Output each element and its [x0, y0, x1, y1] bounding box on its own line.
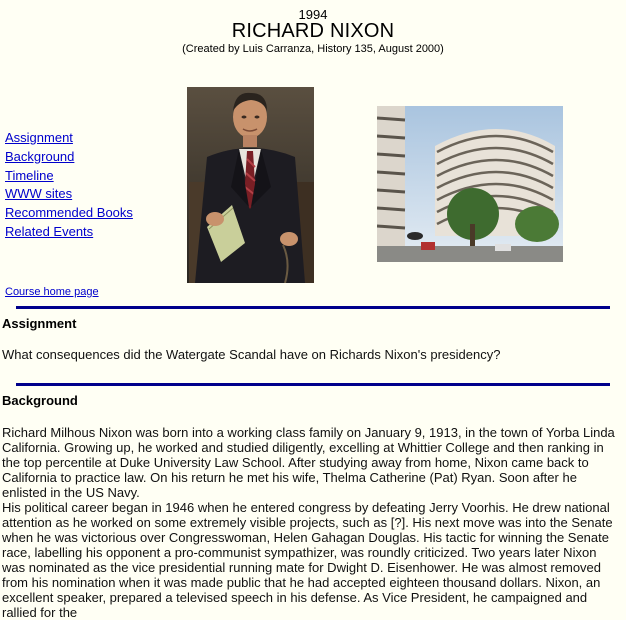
background-paragraph-1: Richard Milhous Nixon was born into a working class family on January 9, 1913, in the town of Yorba Linda California. Growing up, he worked and studied diligently, excelling at Whittier College and then ranking in the top percentile at Duke University Law School. After studying away from home, Nixon came back to California to practice law. On his return he met his wife, Thelma Catherine (Pat) Ryan. Soon after he enlisted in the US Navy. — [2, 425, 615, 500]
assignment-question: What consequences did the Watergate Scandal have on Richards Nixon's presidency? — [2, 347, 501, 362]
background-paragraph-2: His political career began in 1946 when he entered congress by defeating Jerry Voorhis. He drew national attention as he worked on some extremely visible projects, such as [?]. His next move was into the Senate when he was victorious over Congresswoman, Helen Gahagan Douglas. His tactic for winning the Senate race, labelling his opponent a pro-communist sympathizer, was roundly criticized. Two years later Nixon was nominated as the vice presidential running mate for Dwight D. Eisenhower. He was almost removed from his nomination when it was made public that he had accepted eighteen thousand dollars. Nixon, an excellent speaker, prepared a televised speech in his defense. As Vice President, he campaigned and rallied for the — [2, 500, 613, 620]
nav-link-related-events[interactable]: Related Events — [5, 223, 94, 239]
page-year: 1994 — [298, 7, 328, 22]
nav-link-www-sites[interactable]: WWW sites — [5, 186, 73, 202]
page-credit: (Created by Luis Carranza, History 135, August 2000) — [182, 43, 444, 55]
section-divider — [16, 306, 610, 309]
section-nav — [5, 129, 133, 242]
nav-link-background[interactable]: Background — [5, 148, 75, 164]
watergate-building-image — [377, 106, 563, 262]
nav-link-recommended-books[interactable]: Recommended Books — [5, 205, 133, 221]
background-heading: Background — [2, 393, 78, 408]
course-home-link[interactable]: Course home page — [5, 286, 99, 298]
section-divider — [16, 383, 610, 386]
assignment-heading: Assignment — [2, 316, 77, 331]
nav-link-assignment[interactable]: Assignment — [5, 130, 73, 145]
page-title: RICHARD NIXON — [231, 20, 395, 42]
nixon-portrait-image — [187, 87, 314, 283]
nav-link-timeline[interactable]: Timeline — [5, 167, 54, 183]
